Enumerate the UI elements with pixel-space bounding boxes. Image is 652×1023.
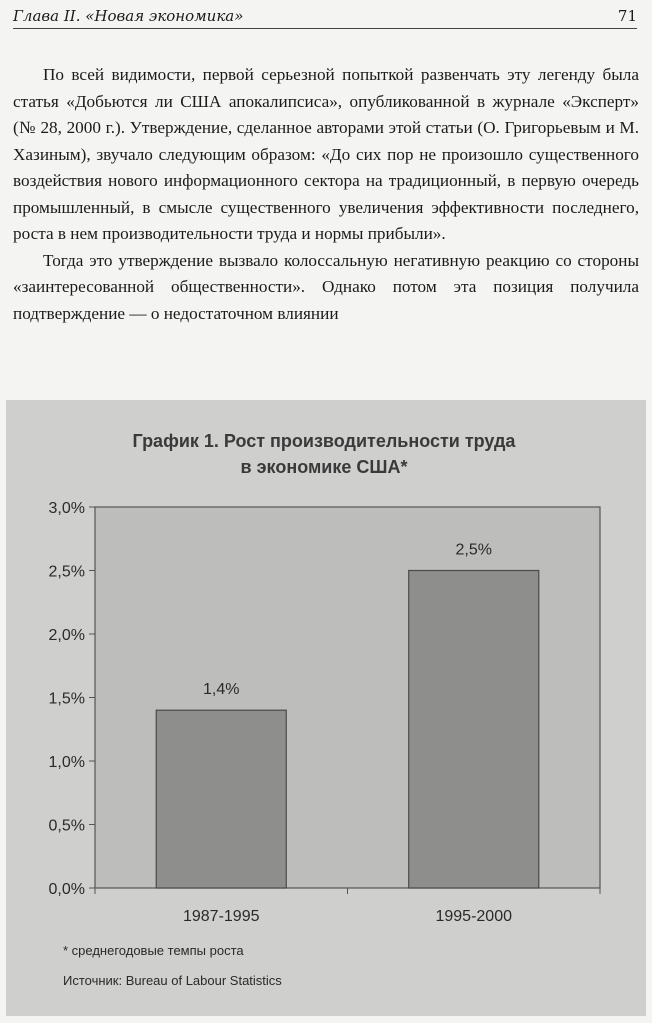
chart-footnote: * среднегодовые темпы роста bbox=[63, 943, 244, 958]
body-text bbox=[13, 62, 639, 327]
y-tick-label: 0,5% bbox=[48, 817, 85, 835]
x-tick-label: 1987-1995 bbox=[182, 908, 260, 925]
y-tick-label: 2,0% bbox=[48, 627, 85, 644]
chart-title-line-1: График 1. Рост производительности труда bbox=[132, 431, 516, 451]
x-tick-label: 1995-2000 bbox=[435, 908, 513, 925]
page-number: 71 bbox=[617, 7, 637, 25]
paragraph-1: По всей видимости, первой серьезной попыткой развенчать эту легенду была статья «Добьются ли США апокалипсиса», опубликованной в журнале «Эксперт» (№ 28, 2000 г.). Утверждение, сделанное авторами этой статьи (О. Григорьевым и М. Хазиным), звучало следующим образом: «До сих пор не произошло существенного воздействия нового информационного сектора на традиционный, в первую очередь промышленный, в смысле существенного увеличения эффективности последнего, роста в нем производительности труда и нормы прибыли». bbox=[13, 65, 639, 243]
bar-chart bbox=[6, 400, 646, 1016]
running-title: Глава II. «Новая экономика» bbox=[13, 7, 244, 25]
y-axis-ticks bbox=[49, 500, 95, 898]
running-head bbox=[13, 6, 637, 29]
x-axis-labels bbox=[95, 888, 600, 925]
paragraph-2: Тогда это утверждение вызвало колоссальную негативную реакцию со стороны «заинтересованной общественности». Однако потом эта позиция получила подтверждение — о недостаточном влиянии bbox=[13, 250, 639, 323]
chart-title-line-2: в экономике США* bbox=[240, 457, 408, 477]
y-tick-label: 0,0% bbox=[48, 881, 85, 898]
y-tick-label: 3,0% bbox=[48, 500, 85, 517]
chart-source: Источник: Bureau of Labour Statistics bbox=[63, 973, 282, 988]
y-tick-label: 1,5% bbox=[48, 690, 85, 708]
y-tick-label: 2,5% bbox=[48, 563, 85, 581]
bar-value-label: 1,4% bbox=[203, 681, 240, 699]
chart-figure bbox=[6, 400, 646, 1016]
y-tick-label: 1,0% bbox=[48, 754, 85, 771]
bar bbox=[156, 710, 286, 888]
bar bbox=[409, 571, 539, 889]
bar-value-label: 2,5% bbox=[455, 541, 492, 559]
